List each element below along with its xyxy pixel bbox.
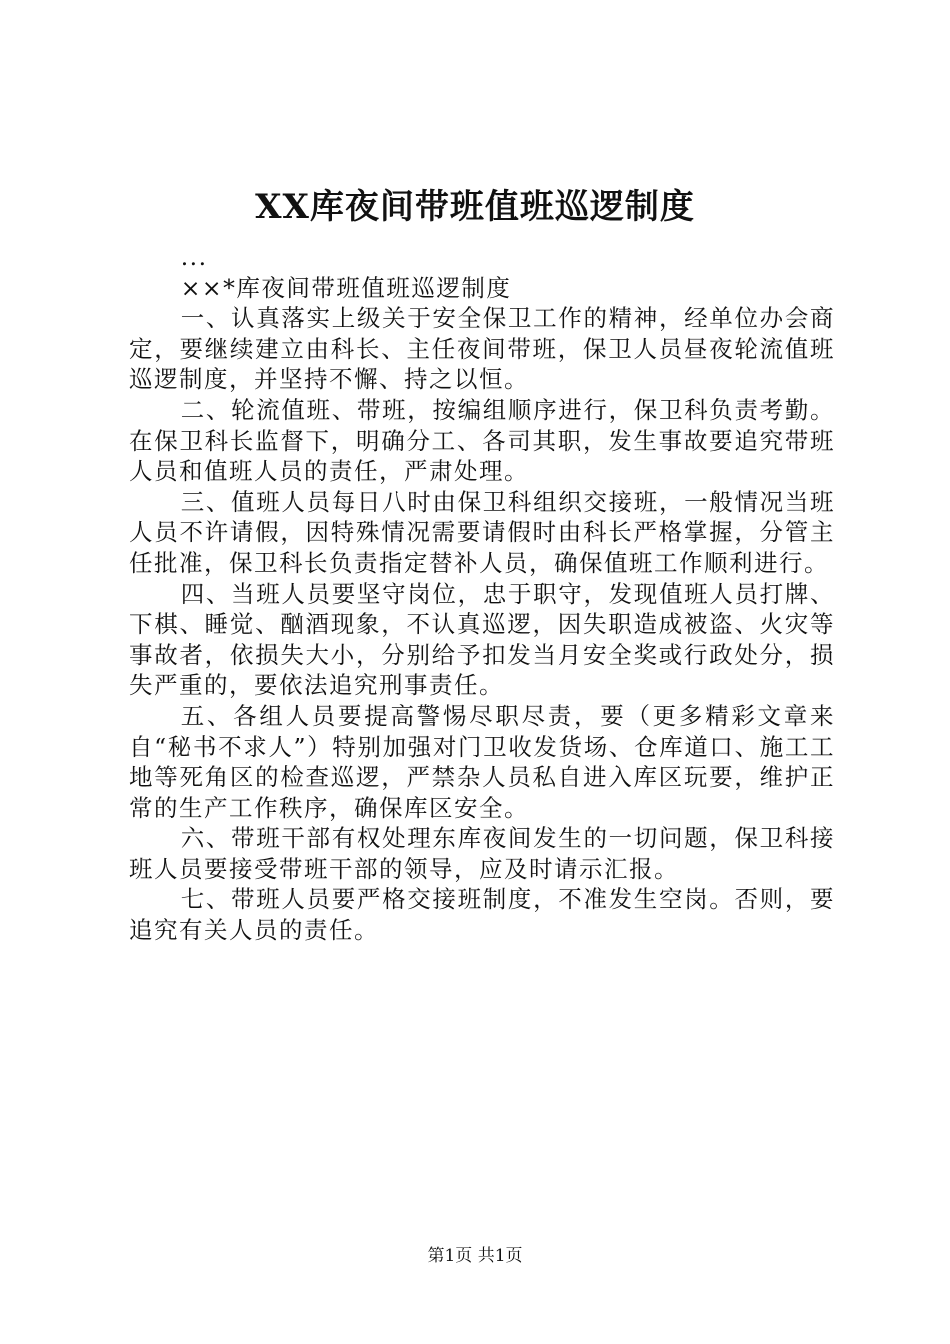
- paragraph-ellipsis: ...: [180, 243, 208, 271]
- page-footer: 第1页 共1页: [427, 1246, 523, 1266]
- paragraph-3: 三、值班人员每日八时由保卫科组织交接班，一般情况当班人员不许请假，因特殊情况需要请假时由科长严格掌握，分管主任批准，保卫科长负责指定替补人员，确保值班工作顺利进行。: [129, 487, 835, 577]
- document-body: [129, 242, 835, 946]
- paragraph-1: 一、认真落实上级关于安全保卫工作的精神，经单位办会商定，要继续建立由科长、主任夜间带班，保卫人员昼夜轮流值班巡逻制度，并坚持不懈、持之以恒。: [129, 304, 835, 394]
- paragraph-5: 五、各组人员要提高警惕尽职尽责，要（更多精彩文章来自“秘书不求人”）特别加强对门卫收发货场、仓库道口、施工工地等死角区的检查巡逻，严禁杂人员私自进入库区玩要，维护正常的生产工作秩序，确保库区安全。: [129, 701, 835, 822]
- paragraph-6: 六、带班干部有权处理东库夜间发生的一切问题，保卫科接班人员要接受带班干部的领导，应及时请示汇报。: [129, 824, 835, 883]
- paragraph-2: 二、轮流值班、带班，按编组顺序进行，保卫科负责考勤。在保卫科长监督下，明确分工、各司其职，发生事故要追究带班人员和值班人员的责任，严肃处理。: [129, 395, 835, 486]
- paragraph-7: 七、带班人员要严格交接班制度，不准发生空岗。否则，要追究有关人员的责任。: [129, 885, 835, 945]
- paragraph-4: 四、当班人员要坚守岗位，忠于职守，发现值班人员打牌、下棋、睡觉、酗酒现象，不认真巡逻，因失职造成被盗、火灾等事故者，依损失大小，分别给予扣发当月安全奖或行政处分，损失严重的，要依法追究刑事责任。: [129, 579, 835, 700]
- document-title: XX库夜间带班值班巡逻制度: [255, 187, 695, 227]
- paragraph-subtitle: ××*库夜间带班值班巡逻制度: [180, 273, 512, 302]
